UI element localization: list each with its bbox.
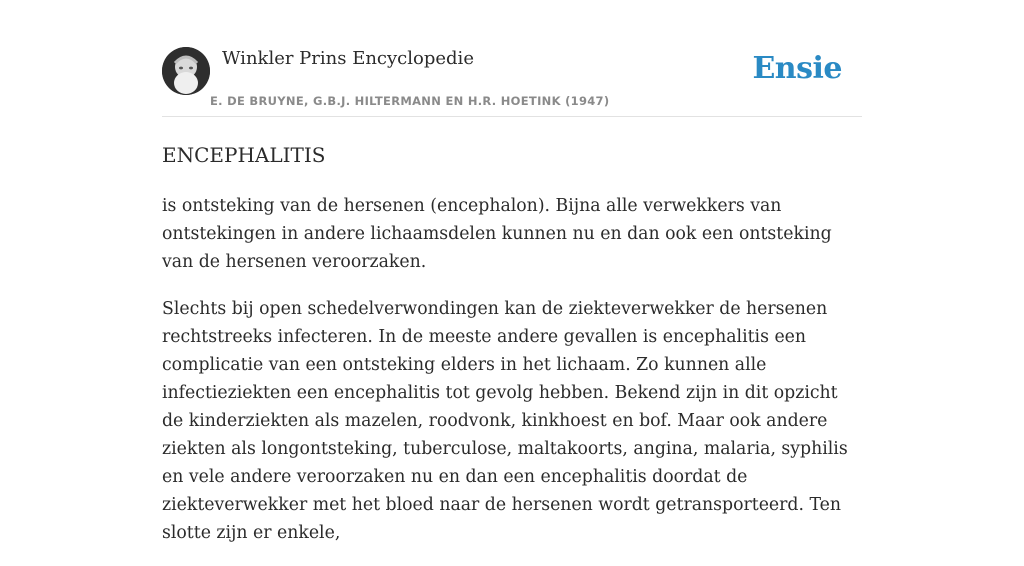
- article-body: [162, 192, 862, 566]
- source-authors: E. DE BRUYNE, G.B.J. HILTERMANN EN H.R. HOETINK (1947): [210, 94, 610, 108]
- author-portrait-icon: [162, 47, 210, 95]
- source-header: [162, 0, 862, 117]
- source-title[interactable]: Winkler Prins Encyclopedie: [222, 48, 474, 69]
- article-title: ENCEPHALITIS: [162, 143, 326, 167]
- page-container: [162, 0, 862, 543]
- avatar[interactable]: [162, 47, 210, 95]
- article-paragraph: Slechts bij open schedelverwondingen kan de ziekteverwekker de hersenen rechtstreeks infecteren. In de meeste andere gevallen is encephalitis een complicatie van een ontsteking elders in het lichaam. Zo kunnen alle infectieziekten een encephalitis tot gevolg hebben. Bekend zijn in dit opzicht de kinderziekten als mazelen, roodvonk, kinkhoest en bof. Maar ook andere ziekten als longontsteking, tuberculose, maltakoorts, angina, malaria, syphilis en vele andere veroorzaken nu en dan een encephalitis doordat de ziekteverwekker met het bloed naar de hersenen wordt getransporteerd. Ten slotte zijn er enkele,: [162, 299, 848, 543]
- article-paragraph: is ontsteking van de hersenen (encephalon). Bijna alle verwekkers van ontstekingen in andere lichaamsdelen kunnen nu en dan ook een ontsteking van de hersenen veroorzaken.: [162, 196, 832, 272]
- brand-logo[interactable]: Ensie: [752, 51, 842, 86]
